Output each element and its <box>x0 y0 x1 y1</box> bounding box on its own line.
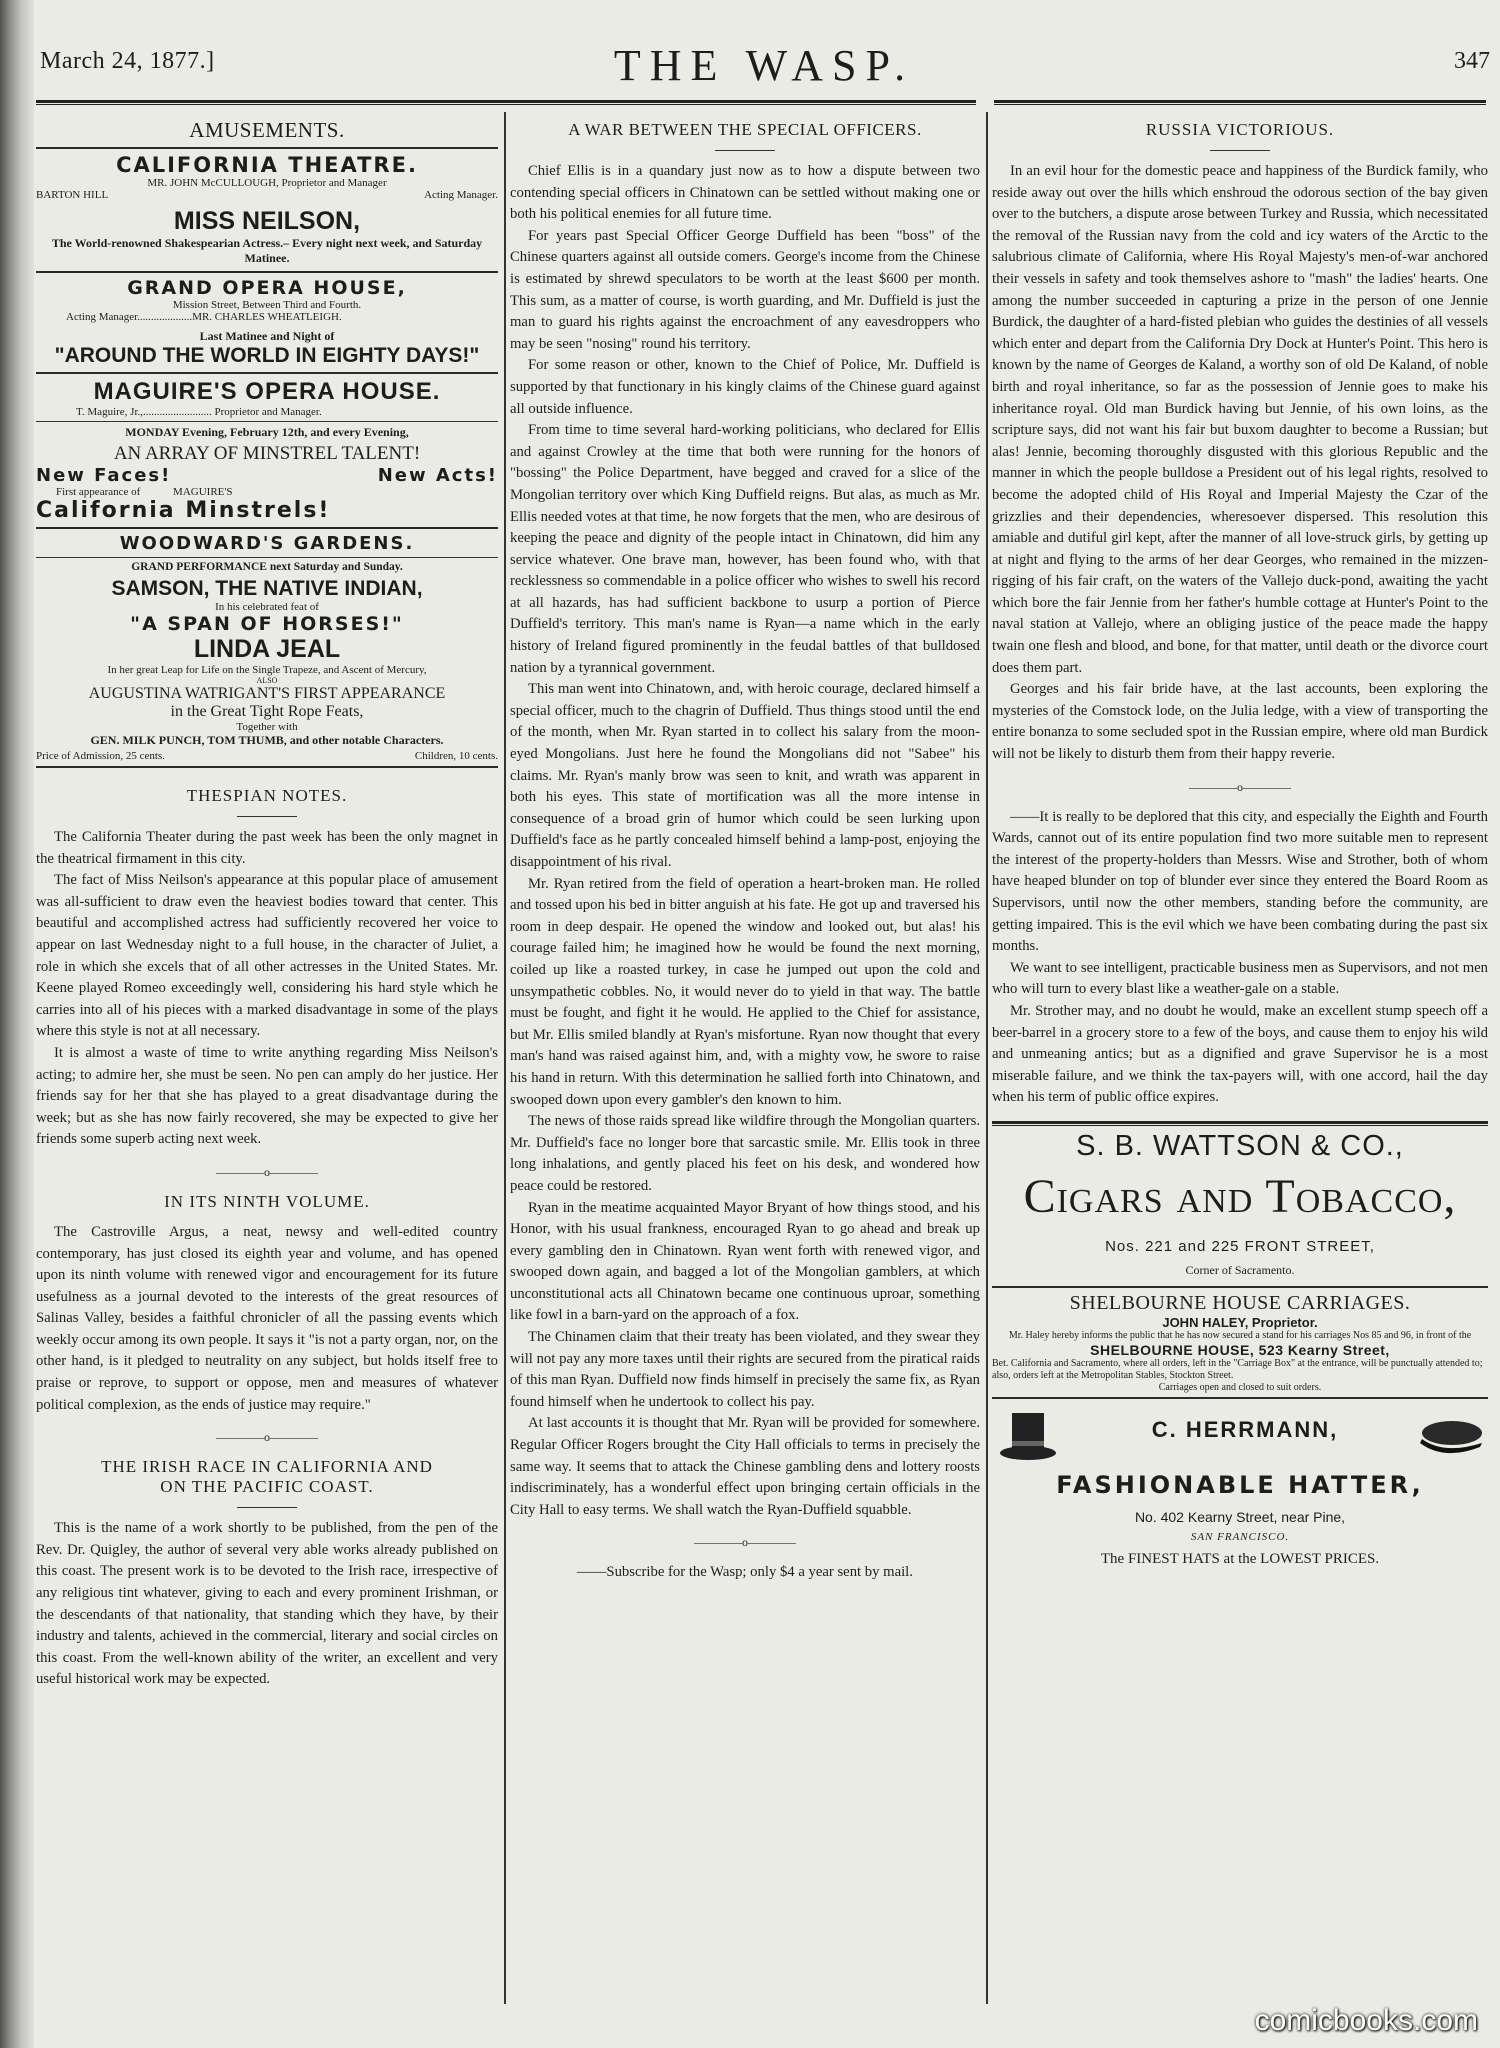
war-paragraph: For some reason or other, known to the Chief of Police, Mr. Duffield is supported by that functionary in his kingly claims of the Chinese guard against all outside influence. <box>510 357 980 417</box>
grand-address: Mission Street, Between Third and Fourth. <box>172 299 362 311</box>
header-rule-right <box>994 100 1486 105</box>
top-hat-icon <box>998 1409 1058 1465</box>
california-theatre-name: CALIFORNIA THEATRE. <box>116 153 418 177</box>
column-rule-1 <box>504 112 506 2004</box>
cap-icon <box>1414 1417 1484 1459</box>
wattson-corner: Corner of Sacramento. <box>1185 1262 1295 1277</box>
shelbourne-carriages: Carriages open and closed to suit orders. <box>1158 1381 1322 1393</box>
column-middle <box>510 112 980 2012</box>
ninth-paragraph: The Castroville Argus, a neat, newsy and well-edited country contemporary, has just closed its eighth year and volume, and has opened upon its ninth volume with renewed vigor and encouragement for its future usefulness as a journal devoted to the interests of the great resources of Salinas Valley, besides a faithful chronicler of all the passing events which weekly occur among its own people. It says it "is not a party organ, nor, on the other hand, is it pledged to neutrality on any subject, but holds itself free to praise or reprove, to support or oppose, men and measures of whatever political complexion, as the ends of justice may require." <box>36 1223 498 1413</box>
war-paragraph: From time to time several hard-working politicians, who declared for Ellis and against Crowley at the time that both were running for the honors of "bossing" the Police Department, have begged and craved for a slice of the Mongolian territory over which King Duffield reigns. But alas, as much as Mr. Ellis needed votes at that time, he now forgets that the men, who are desirous of keeping the peace and dignity of the people intact in Chinatown, did him any service whatever. One brave man, however, has been found who, with that recklessness so commendable in a police officer who wishes to swell his record at all hazards, has had sufficient backbone to usurp a portion of Pierce Duffield's territory. This man's name is Ryan—a name which in the early history of Ireland figured prominently in the feudal battles of that bulldosed nation by a tyrannical government. <box>510 422 980 676</box>
thespian-paragraph: It is almost a waste of time to write anything regarding Miss Neilson's acting; to admire her, she must be seen. No pen can amply do her justice. Her friends say for her that she has played to a great disadvantage during the week; but as she has now fairly recovered, she may be expected to give her friends some superb acting next week. <box>36 1044 498 1148</box>
binding-edge <box>0 0 34 2048</box>
war-paragraph: At last accounts it is thought that Mr. Ryan will be provided for somewhere. Regular Officer Rogers brought the City Hall officials to terms in precisely the same way. It seems that to attack the Chinese gambling dens and lottery roosts indiscriminately, has a wonderful effect upon bringing certain officials in the City Hall to easy terms. We shall watch the Ryan-Duffield squabble. <box>510 1415 980 1518</box>
amusements-title: AMUSEMENTS. <box>189 118 345 142</box>
maguire-proprietor: T. Maguire, Jr.,......................... <box>76 406 212 418</box>
shelbourne-notice: Mr. Haley hereby informs the public that he has now secured a stand for his carriages Nos 85 and 96, in front of the <box>1008 1329 1472 1341</box>
also-label: ALSO <box>256 676 278 685</box>
wattson-name: S. B. WATTSON & CO., <box>1076 1129 1404 1162</box>
linda-leap: In her great Leap for Life on the Single Trapeze, and Ascent of Mercury, <box>107 664 427 676</box>
new-faces: New Faces! <box>36 465 172 486</box>
samson-heading: SAMSON, THE NATIVE INDIAN, <box>111 577 423 600</box>
supervisors-body <box>992 807 1488 1109</box>
irish-race-body <box>36 1518 498 1691</box>
newspaper-title: THE WASP. <box>613 41 915 90</box>
together-with: Together with <box>236 721 298 733</box>
california-manager: BARTON HILL <box>36 189 109 201</box>
herrmann-name: C. HERRMANN, <box>1151 1416 1339 1442</box>
first-appearance: First appearance of <box>56 486 141 498</box>
section-divider: ————o———— <box>694 1535 796 1550</box>
russia-paragraph: In an evil hour for the domestic peace and happiness of the Burdick family, who reside away out over the hills which enshroud the odorous section of the bay given over to the butchers, a dispute arose between Turkey and Russia, which necessitated the removal of the Russian navy from the cold and icy waters of the Arctic to the salubrious climate of California, where His Royal Majesty's men-of-war anchored their vessels in safety and took themselves ashore to "mash" the ladies' hearts. One among the number succeeded in capturing a prize in the person of one Jennie Burdick, the daughter of a hard-fisted plebian who guides the destinies of all vessels which enter and depart from the California Dry Dock at Hunter's Point. This hero is known by the name of Georges de Kaland, a worthy son of old De Kaland, of noble birth and royal inheritance, so far as the possession of Jennie goes to make his inheritance royal. Old man Burdick having but Jennie, of his own loins, as the scripture says, did not want his fair but buxom daughter to become a Russian; but alas! Jennie, becoming thoroughly disgusted with this glorious Republic and the manner in which the people bulldose a President out of his legal rights, resolved to become the adopted child of His Royal and Imperial Majesty the Czar of the grizzlies and their dependencies, wheresoever dispersed. This resolution this amiable and dutiful girl kept, after the manner of all love-struck girls, by getting up at night and flying to the arms of her dear Georges, who remained in the mizzen-rigging of his fair craft, on the waters of the Vallejo duck-pond, awaiting the yacht which bore the fair Jennie from her father's humble cottage at Hunter's Point to the naval station at Vallejo, where an obliging justice of the peace made the happy twain one flesh and blood, and bone, for that matter, until death or the divorce court does them part. <box>992 163 1488 676</box>
maguires-opera-house-name: MAGUIRE'S OPERA HOUSE. <box>93 378 441 405</box>
newspaper-page <box>36 0 1492 2048</box>
subscribe-notice: ——Subscribe for the Wasp; only $4 a year sent by mail. <box>577 1564 913 1581</box>
grand-manager-label: Acting Manager.................... <box>66 311 193 323</box>
thespian-paragraph: The California Theater during the past week has been the only magnet in the theatrical firmament in this city. <box>36 829 498 867</box>
herrmann-ad <box>992 1403 1488 1603</box>
masthead <box>36 42 1492 92</box>
column-left <box>36 112 498 2012</box>
war-paragraph: Chief Ellis is in a quandary just now as to how a dispute between two contending special officers in Chinatown can be settled without making one or both his political enemies for all future time. <box>510 163 980 223</box>
war-paragraph: The news of those raids spread like wildfire through the Mongolian quarters. Mr. Duffield's face no longer bore that sarcastic smile. Mr. Ellis took in three long inhalations, and gently placed his feet on his desk, and wondered how peace could be restored. <box>510 1113 980 1194</box>
miss-neilson-heading: MISS NEILSON, <box>173 207 361 235</box>
supervisors-paragraph: We want to see intelligent, practicable business men as Supervisors, and not men who will turn to every blast like a weather-gale on a stable. <box>992 959 1488 998</box>
column-right <box>992 112 1488 2012</box>
russia-victorious-title: RUSSIA VICTORIOUS. <box>1145 120 1335 139</box>
california-minstrels: California Minstrels! <box>36 498 331 523</box>
fashionable-hatter: FASHIONABLE HATTER, <box>1056 1470 1424 1499</box>
page-number: 347 <box>1454 48 1490 74</box>
herrmann-city: SAN FRANCISCO. <box>1190 1530 1290 1543</box>
california-manager-role: Acting Manager. <box>424 189 498 201</box>
minstrel-array: AN ARRAY OF MINSTREL TALENT! <box>113 443 421 464</box>
thespian-paragraph: The fact of Miss Neilson's appearance at this popular place of amusement was all-sufficient to draw even the heaviest bodies toward that center. This beautiful and accomplished actress had sufficiently recovered her voice to appear on last Wednesday night to a full house, in the character of Juliet, a role in which she excels that of all other actresses in the United States. Mr. Keene played Romeo exceedingly well, considering his hard style which he carries into all of his pieces with a marked disadvantage in some of the plays where this style is not at all necessary. <box>36 872 498 1040</box>
war-paragraph: Mr. Ryan retired from the field of operation a heart-broken man. He rolled and tossed upon his bed in bitter anguish at his fate. He got up and traversed his room in deep despair. He opened the window and looked out, but alas! his courage failed him; he imagined how he would be found the next morning, coiled up like a roasted turkey, in case he jumped out upon the cold and unsympathetic cobbles. No, it would never do to yield in that way. The battle must be fought, and fight it he would. He applied to the Chief for assistance, but Mr. Ellis smiled blandly at Ryan's misfortune. Ryan now thought that every man's hand was raised against him, and, with a mighty vow, he swore to raise his hand in return. With this determination he sallied forth into Chinatown, and swooped down upon every gambler's den known to him. <box>510 875 980 1108</box>
shelbourne-ad <box>992 1292 1488 1393</box>
shelbourne-name: SHELBOURNE HOUSE CARRIAGES. <box>1069 1291 1411 1314</box>
header-rule-left <box>36 100 976 105</box>
supervisors-paragraph: ——It is really to be deplored that this city, and especially the Eighth and Fourth Wards, cannot out of its entire population find two more suitable men to represent the interest of the property-holders than Messrs. Wise and Strother, both of whom have heaped blunder on top of blunder ever since they entered the Board Room as Supervisors, until now the other members, standing before the community, are getting impaired. This is the evil which we have been combating during the past six months. <box>992 808 1488 955</box>
new-acts: New Acts! <box>377 465 498 486</box>
grand-manager-name: MR. CHARLES WHEATLEIGH. <box>192 311 342 323</box>
herrmann-address: No. 402 Kearny Street, near Pine, <box>1134 1508 1346 1525</box>
thespian-notes-body <box>36 827 498 1151</box>
war-body <box>510 161 980 1521</box>
grand-matinee: Last Matinee and Night of <box>199 329 335 343</box>
issue-date: March 24, 1877.] <box>40 48 215 74</box>
maguires-small: MAGUIRE'S <box>173 486 233 498</box>
grand-performance: GRAND PERFORMANCE next Saturday and Sunday. <box>131 561 403 573</box>
watermark: comicbooks.com <box>1254 2004 1478 2037</box>
shelbourne-house-line: SHELBOURNE HOUSE, 523 Kearny Street, <box>1090 1341 1390 1358</box>
grand-opera-house-name: GRAND OPERA HOUSE, <box>127 277 407 299</box>
supervisors-paragraph: Mr. Strother may, and no doubt he would, make an excellent stump speech off a beer-barrel in a grocery store to a few of the boys, and cause them to enjoy his wild and unmeaning antics; but as a dignified and grave Supervisor he is a most miserable failure, and we think the tax-payers will, with one accord, hail the day when his term of public office expires. <box>992 1002 1488 1106</box>
wattson-address: Nos. 221 and 225 FRONT STREET, <box>1105 1237 1375 1255</box>
ninth-volume-body <box>36 1222 498 1416</box>
amusements-box <box>36 118 498 768</box>
section-divider: ————o———— <box>1189 779 1291 794</box>
herrmann-tagline: The FINEST HATS at the LOWEST PRICES. <box>1100 1550 1380 1567</box>
woodwards-gardens-name: WOODWARD'S GARDENS. <box>119 533 415 554</box>
cigars-tobacco-heading: Cigars and Tobacco, <box>1023 1169 1457 1223</box>
shelbourne-orders: Bet. California and Sacramento, where all orders, left in the "Carriage Box" at the entrance, will be punctually attended to; also, orders left at the Metropolitan Stables, Stockton Street. <box>992 1357 1483 1381</box>
around-the-world-heading: "AROUND THE WORLD IN EIGHTY DAYS!" <box>54 344 480 367</box>
irish-race-title-2: ON THE PACIFIC COAST. <box>160 1477 374 1497</box>
war-paragraph: For years past Special Officer George Duffield has been "boss" of the Chinese quarters against all outside comers. George's income from the Chinese is estimated by shrewd speculators to be worth at the least $600 per month. This sum, as a matter of course, is worth guarding, and Mr. Duffield is just the man to guard his rights against the encroachment of any eavesdroppers who may be seen "nosing" round his territory. <box>510 227 980 352</box>
augustina-heading: AUGUSTINA WATRIGANT'S FIRST APPEARANCE <box>88 685 446 702</box>
column-rule-2 <box>986 112 988 2004</box>
thespian-notes-title: THESPIAN NOTES. <box>186 786 348 805</box>
characters-line: GEN. MILK PUNCH, TOM THUMB, and other notable Characters. <box>90 733 444 747</box>
ads-rule <box>992 1121 1488 1126</box>
tight-rope: in the Great Tight Rope Feats, <box>170 703 364 720</box>
wattson-ad <box>992 1130 1488 1278</box>
war-special-officers-title: A WAR BETWEEN THE SPECIAL OFFICERS. <box>568 120 922 139</box>
russia-paragraph: Georges and his fair bride have, at the last accounts, been exploring the mysteries of the Comstock lode, on the Julia ledge, with a view of transporting the entire bonanza to some secluded spot in the Russian empire, where old man Burdick will not be likely to disturb them from their happy reverie. <box>992 681 1488 763</box>
children-price: Children, 10 cents. <box>414 750 498 762</box>
admission-price: Price of Admission, 25 cents. <box>36 750 165 762</box>
span-of-horses: "A SPAN OF HORSES!" <box>130 613 404 635</box>
war-paragraph: The Chinamen claim that their treaty has been violated, and they swear they will not pay any more taxes until their rights are secured from the piratical raids of this man Ryan. Duffield now finds himself in precisely the same fix, as Ryan found himself when he undertook to collect his pay. <box>510 1329 980 1410</box>
russia-body <box>992 161 1488 766</box>
neilson-description: The World-renowned Shakespearian Actress.– Every night next week, and Saturday Matinee. <box>51 236 483 265</box>
section-divider: ————o———— <box>216 1430 318 1445</box>
maguire-monday: MONDAY Evening, February 12th, and every Evening, <box>125 425 409 439</box>
irish-race-title-1: THE IRISH RACE IN CALIFORNIA AND <box>101 1457 433 1477</box>
irish-paragraph: This is the name of a work shortly to be published, from the pen of the Rev. Dr. Quigley, the author of several very able works already published on this coast. The present work is to be devoted to the Irish race, irrespective of any religious tint whatever, giving to each and every prominent Irishman, or the descendants of that nationality, that standing which they have, by their industry and talents, achieved in the commercial, literary and social circles on this coast. From the well-known ability of the writer, an excellent and very useful historical work may be expected. <box>36 1520 498 1688</box>
section-divider: ————o———— <box>216 1164 318 1179</box>
maguire-role: Proprietor and Manager. <box>214 406 322 418</box>
war-paragraph: Ryan in the meatime acquainted Mayor Bryant of how things stood, and his Honor, with his usual frankness, encouraged Ryan to go ahead and break up every gambling den in Chinatown. Ryan went forth with renewed vigor, and swooped down again, and bagged a lot of the Mongolian gamblers, at which unconstitutional acts all Chinatown became one continuous uproar, something like fowl in a barn-yard on the approach of a fox. <box>510 1199 980 1324</box>
celebrated-feat: In his celebrated feat of <box>215 601 319 613</box>
ninth-volume-title: IN ITS NINTH VOLUME. <box>164 1191 370 1211</box>
linda-jeal-heading: LINDA JEAL <box>193 635 341 663</box>
california-proprietor: MR. JOHN McCULLOUGH, Proprietor and Manager <box>147 177 387 189</box>
war-paragraph: This man went into Chinatown, and, with heroic courage, declared himself a special officer, much to the chagrin of Duffield. Thus things stood until the end of the month, when Mr. Ryan started in to collect his salary from the moon-eyed Mongolians. Just here he found the Mongolians did not "Sabee" his claims. Mr. Ryan's manly brow was seen to knit, and wrath was apparent in both his eyes. This state of mortification was all the more intense in consequence of a broad grin of humor which could be seen lurking upon Duffield's face as he partly concealed himself behind a lamp-post, enjoying the disappointment of his rival. <box>510 681 980 870</box>
shelbourne-proprietor: JOHN HALEY, Proprietor. <box>1162 1314 1318 1330</box>
